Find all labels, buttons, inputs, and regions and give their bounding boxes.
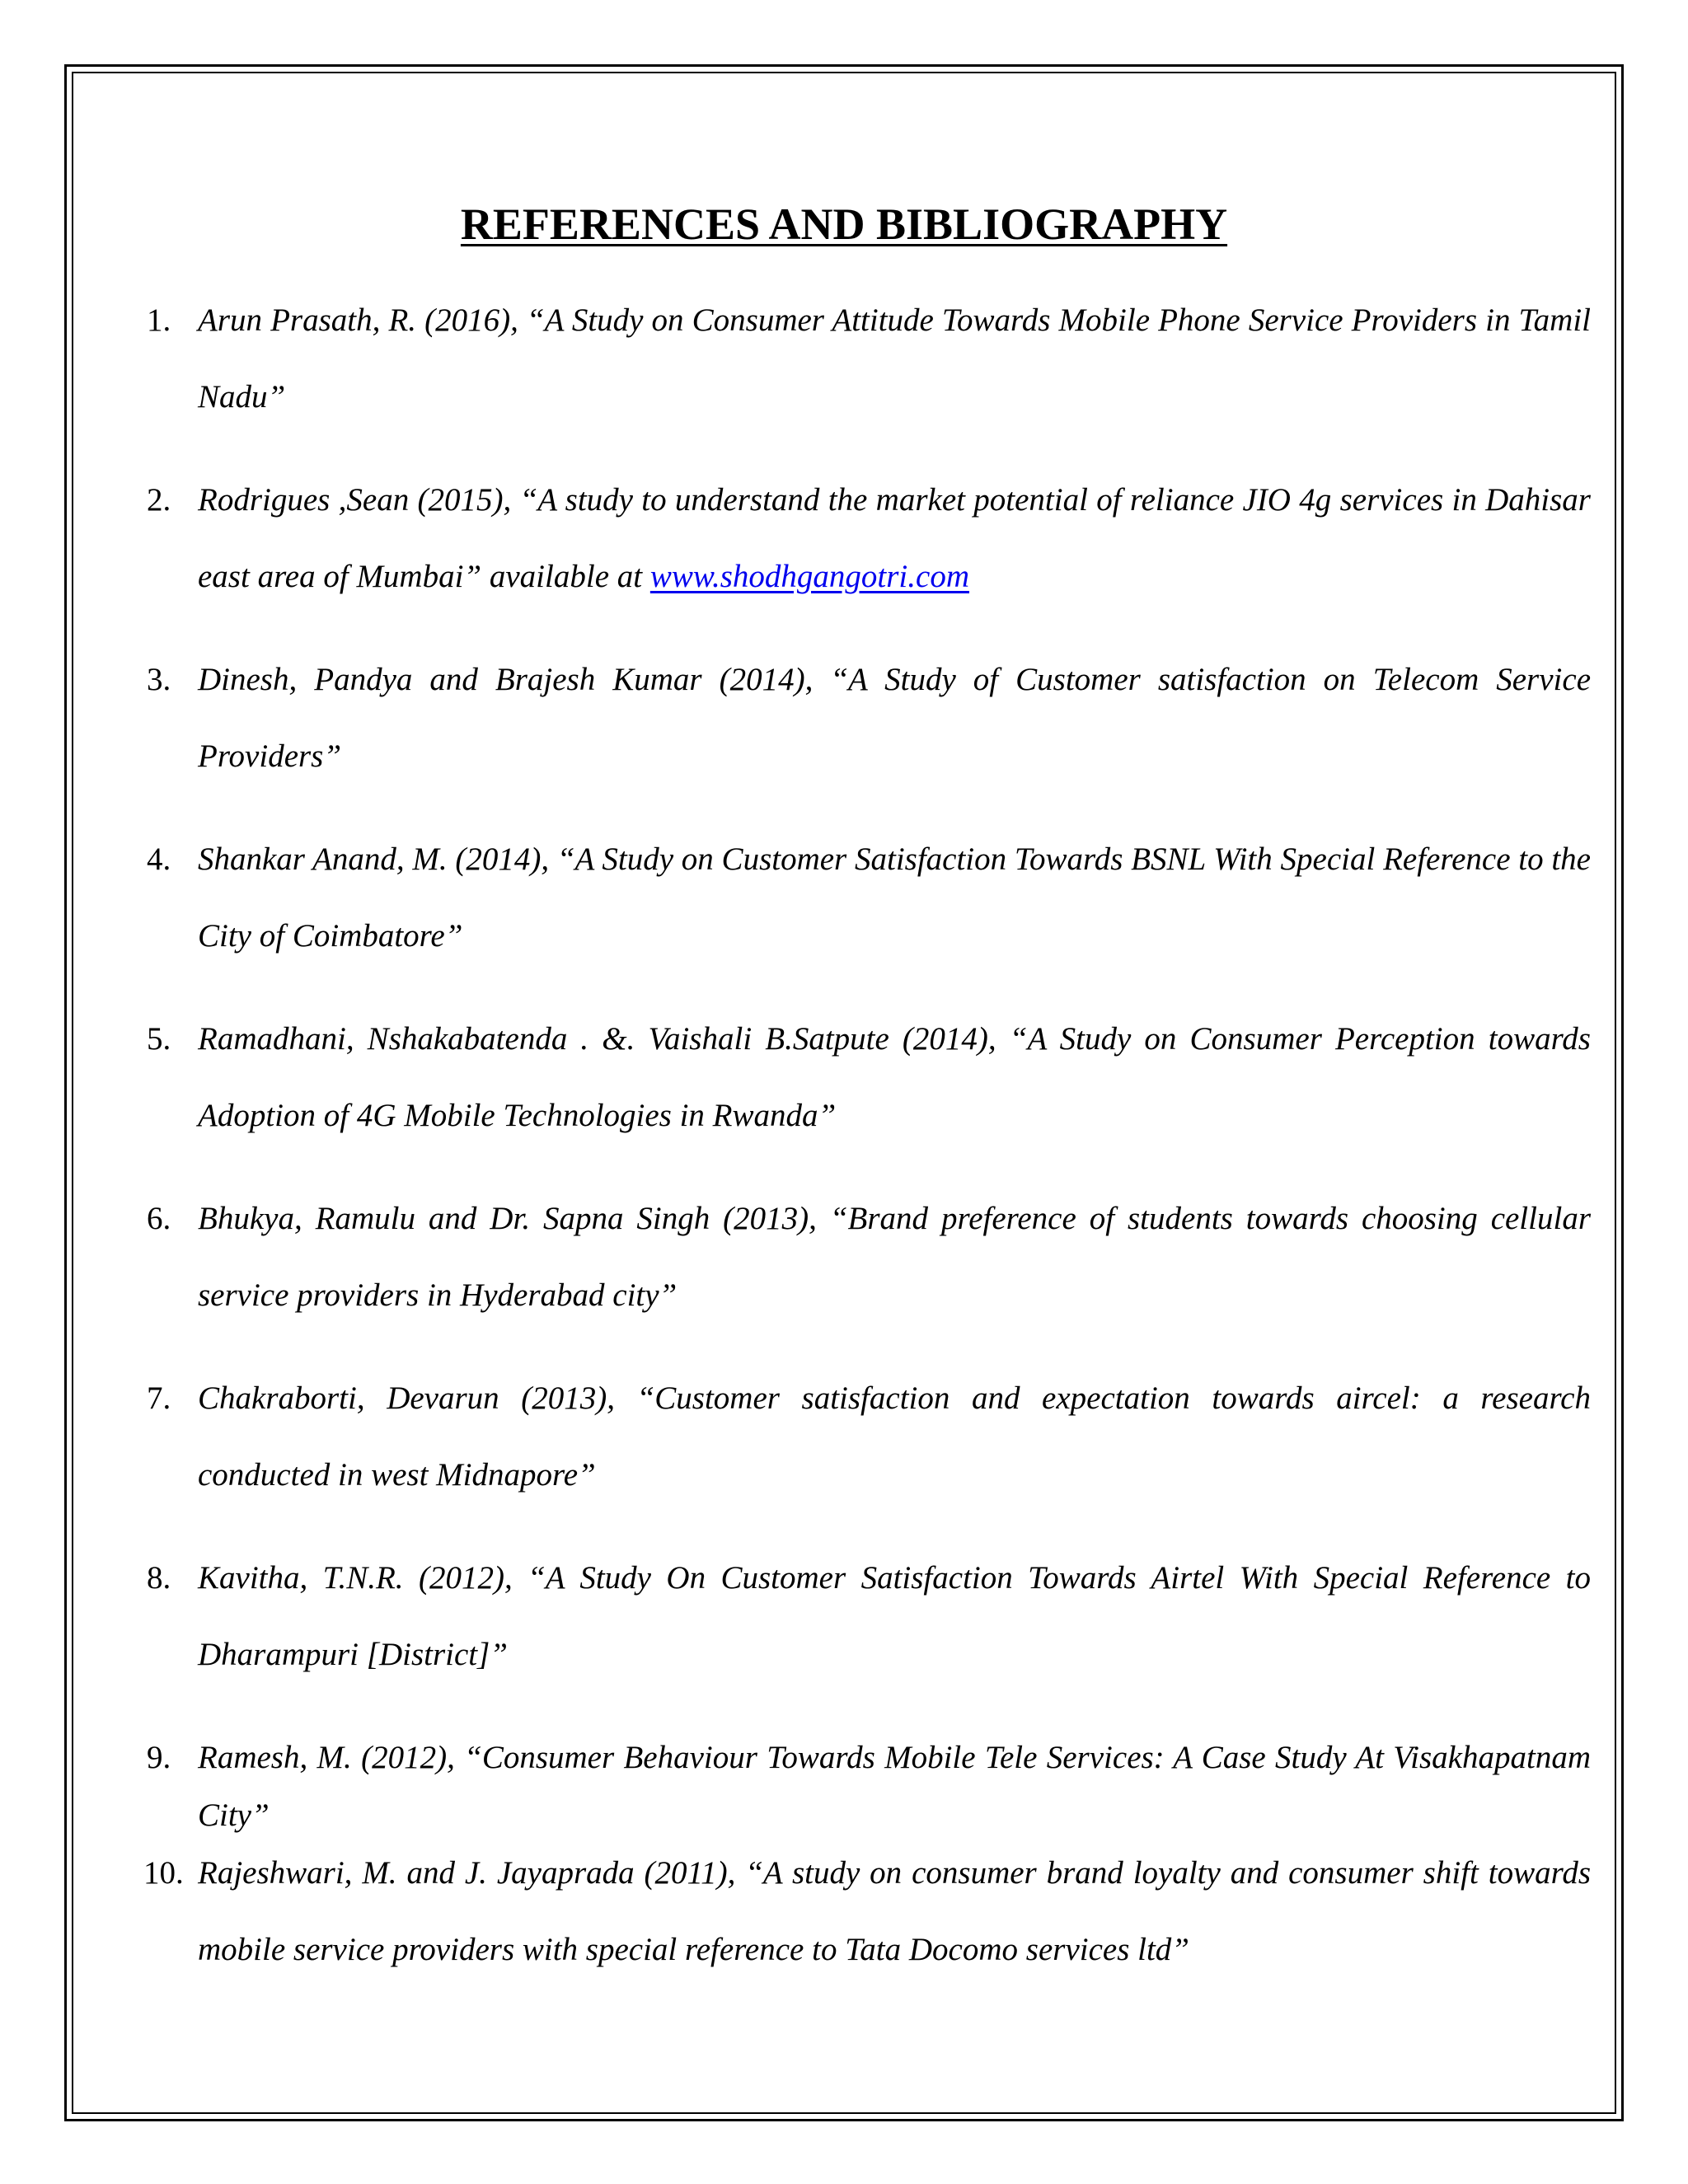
reference-number: 6. — [147, 1201, 171, 1236]
reference-number: 4. — [147, 841, 171, 877]
reference-item-9 — [147, 1729, 1591, 1844]
reference-item-2 — [147, 462, 1591, 615]
reference-number: 2. — [147, 482, 171, 518]
reference-item-8 — [147, 1540, 1591, 1693]
reference-text: Shankar Anand, M. (2014), “A Study on Customer Satisfaction Towards BSNL With Special Reference to the City of Coimbatore” — [198, 841, 1591, 954]
reference-number: 7. — [147, 1380, 171, 1416]
reference-number: 5. — [147, 1021, 171, 1057]
reference-item-6 — [147, 1180, 1591, 1333]
reference-number: 1. — [147, 302, 171, 338]
reference-item-5 — [147, 1001, 1591, 1154]
reference-text: Ramesh, M. (2012), “Consumer Behaviour Towards Mobile Tele Services: A Case Study At Visakhapatnam City” — [198, 1740, 1591, 1833]
reference-item-3 — [147, 641, 1591, 794]
reference-item-1 — [147, 282, 1591, 435]
reference-text: Kavitha, T.N.R. (2012), “A Study On Customer Satisfaction Towards Airtel With Special Reference to Dharampuri [District]” — [198, 1560, 1591, 1672]
reference-text: Bhukya, Ramulu and Dr. Sapna Singh (2013), “Brand preference of students towards choosing cellular service providers in Hyderabad city” — [198, 1201, 1591, 1313]
reference-item-10 — [143, 1835, 1591, 1988]
reference-text: Rajeshwari, M. and J. Jayaprada (2011), “A study on consumer brand loyalty and consumer shift towards mobile service providers with special reference to Tata Docomo services ltd” — [198, 1855, 1591, 1967]
reference-number: 9. — [147, 1740, 171, 1775]
reference-number: 10. — [143, 1855, 184, 1891]
reference-text: Ramadhani, Nshakabatenda . &. Vaishali B.Satpute (2014), “A Study on Consumer Perception towards Adoption of 4G Mobile Technologies in Rwanda” — [198, 1021, 1591, 1133]
reference-number: 3. — [147, 662, 171, 697]
page-title-text: REFERENCES AND BIBLIOGRAPHY — [460, 199, 1228, 249]
reference-item-4 — [147, 821, 1591, 974]
reference-number: 8. — [147, 1560, 171, 1596]
reference-text: Dinesh, Pandya and Brajesh Kumar (2014), “A Study of Customer satisfaction on Telecom Service Providers” — [198, 662, 1591, 774]
reference-text: Arun Prasath, R. (2016), “A Study on Consumer Attitude Towards Mobile Phone Service Providers in Tamil Nadu” — [198, 302, 1591, 415]
reference-text: Rodrigues ,Sean (2015), “A study to understand the market potential of reliance JIO 4g services in Dahisar east area of Mumbai” available at — [198, 482, 1591, 594]
reference-link[interactable]: www.shodhgangotri.com — [649, 559, 969, 594]
reference-item-7 — [147, 1360, 1591, 1513]
reference-text: Chakraborti, Devarun (2013), “Customer satisfaction and expectation towards aircel: a research conducted in west Midnapore” — [198, 1380, 1591, 1493]
